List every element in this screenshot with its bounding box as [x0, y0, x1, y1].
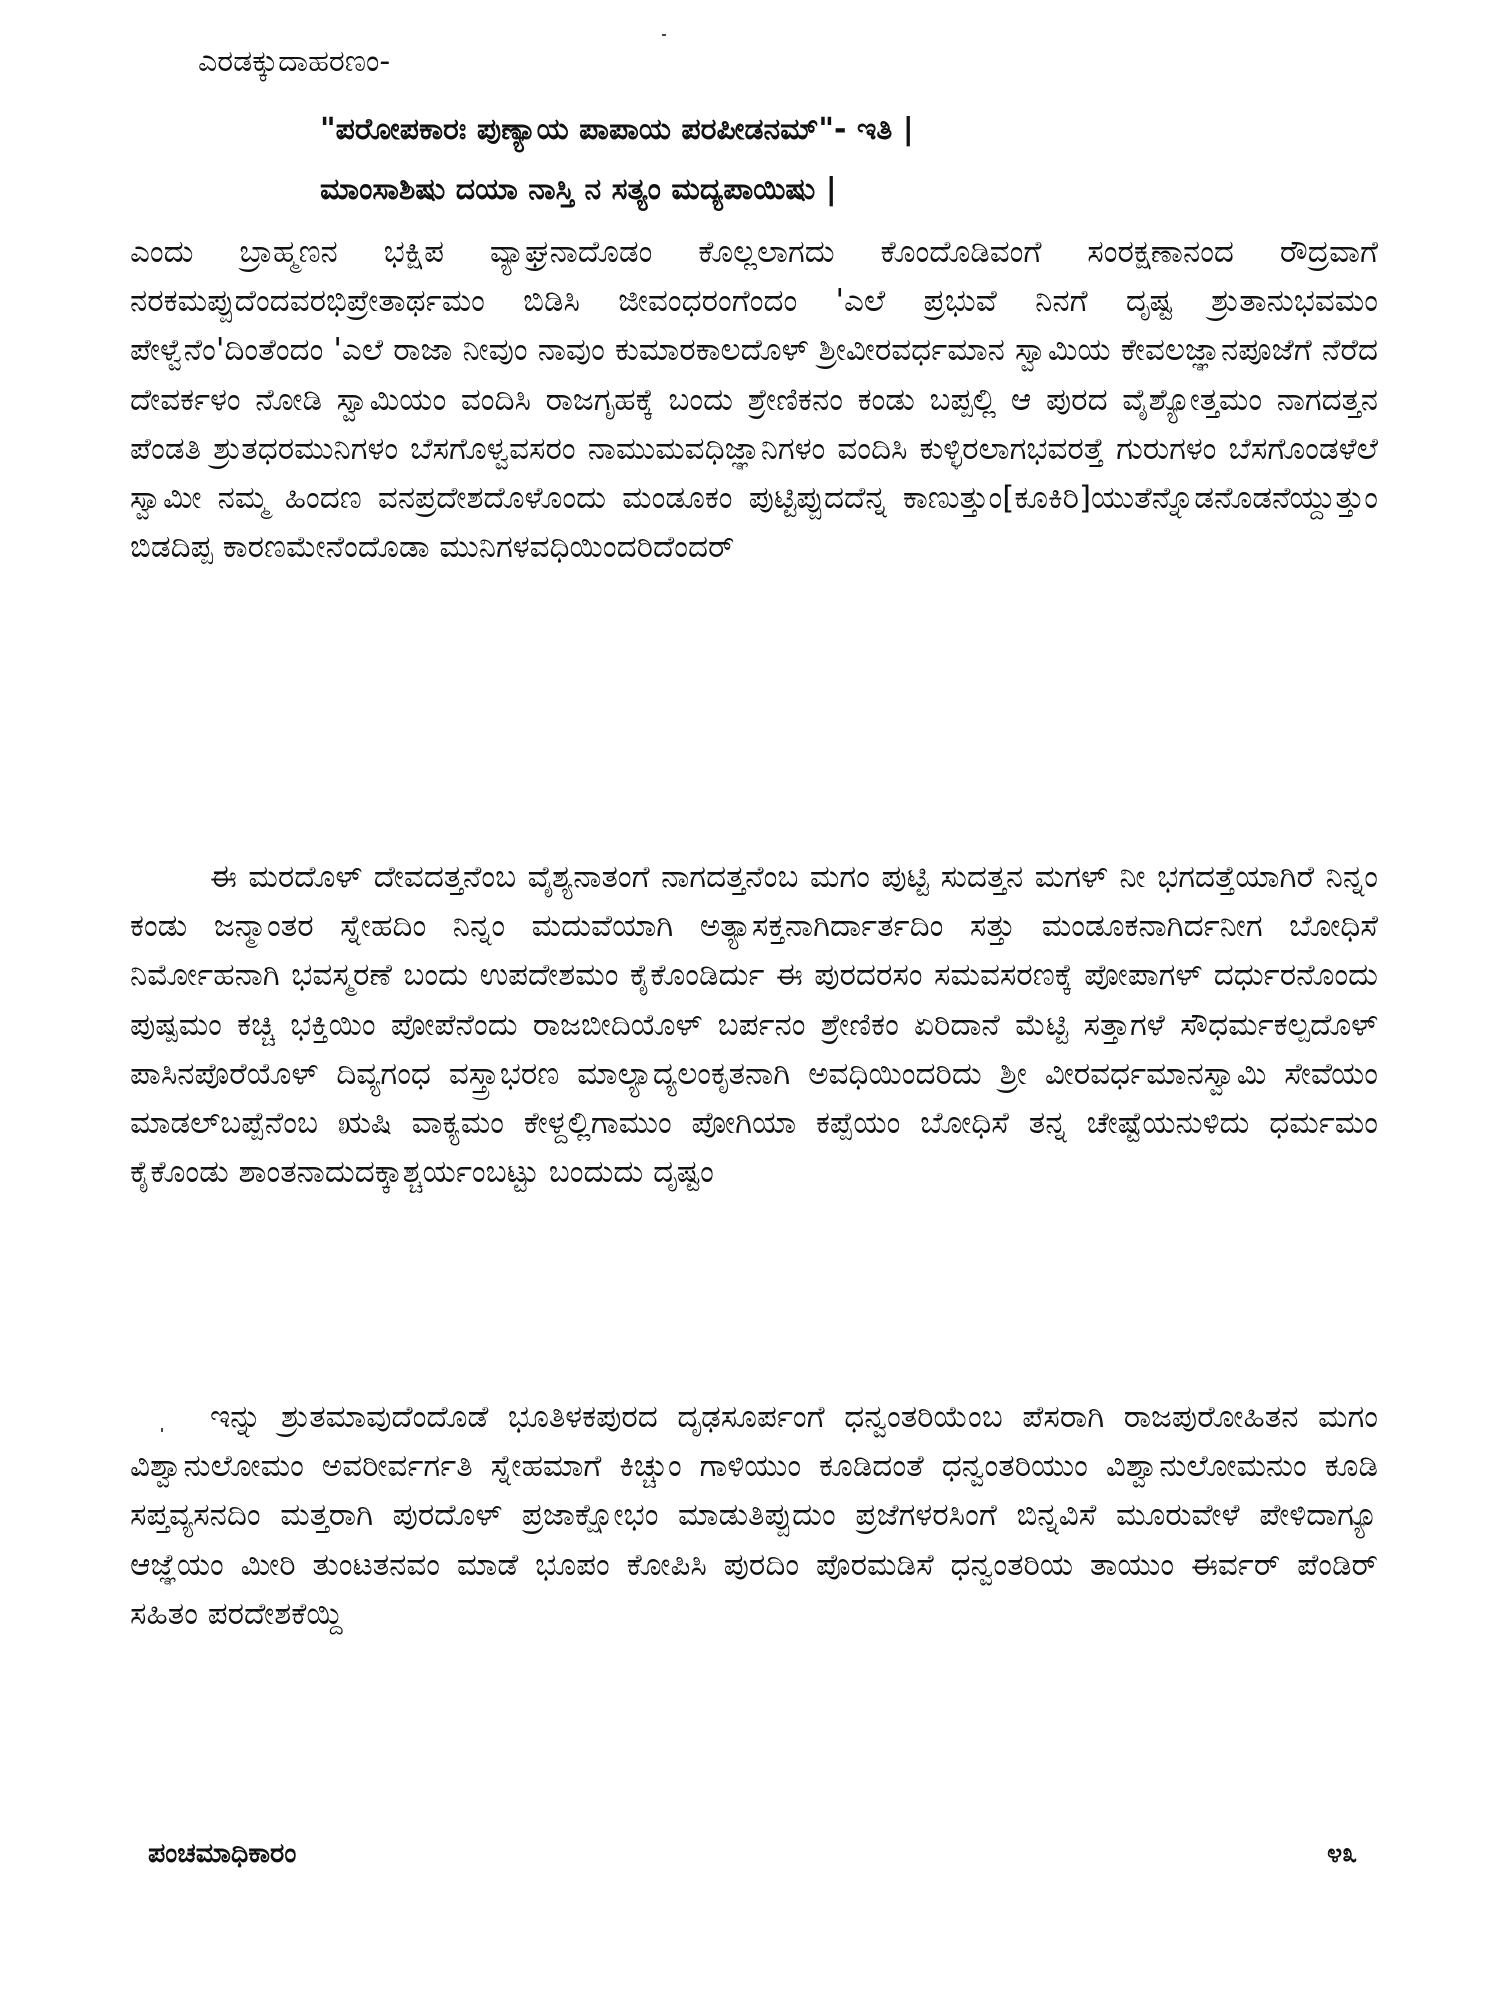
verse-line-1: "ಪರೋಪಕಾರಃ ಪುಣ್ಯಾಯ ಪಾಪಾಯ ಪರಪೀಡನಮ್"- ಇತಿ | — [320, 112, 914, 147]
scan-speck — [662, 34, 666, 36]
paragraph-3: ಇನ್ನು ಶ್ರುತಮಾವುದೆಂದೊಡೆ ಭೂತಿಳಕಪುರದ ದೃಢಸೂರ್ಪಂಗೆ ಧನ್ವಂತರಿಯೆಂಬ ಪೆಸರಾಗಿ ರಾಜಪುರೋಹಿತನ ಮಗಂ ವಿಶ್ವಾನುಲೋಮಂ ಅವರೀರ್ವರ್ಗತಿ ಸ್ನೇಹಮಾಗೆ ಕಿಚ್ಚುಂ ಗಾಳಿಯುಂ ಕೂಡಿದಂತೆ ಧನ್ವಂತರಿಯುಂ ವಿಶ್ವಾನುಲೋಮನುಂ ಕೂಡಿ ಸಪ್ತವ್ಯಸನದಿಂ ಮತ್ತರಾಗಿ ಪುರದೊಳ್ ಪ್ರಜಾಕ್ಷೋಭಂ ಮಾಡುತಿಪ್ಪುದುಂ ಪ್ರಜೆಗಳರಸಿಂಗೆ ಬಿನ್ನವಿಸೆ ಮೂರುವೇಳೆ ಪೇಳಿದಾಗ್ಯೂ ಆಜ್ಞೆಯಂ ಮೀರಿ ತುಂಟತನವಂ ಮಾಡೆ ಭೂಪಂ ಕೋಪಿಸಿ ಪುರದಿಂ ಪೊರಮಡಿಸೆ ಧನ್ವಂತರಿಯ ತಾಯುಂ ಈರ್ವರ್ ಪೆಂಡಿರ್ ಸಹಿತಂ ಪರದೇಶಕೆಯ್ದಿ — [130, 1399, 1378, 1632]
scan-speck — [161, 1428, 163, 1432]
paragraph-1: ಎಂದು ಬ್ರಾಹ್ಮಣನ ಭಕ್ಷಿಪ ವ್ಯಾಘ್ರನಾದೊಡಂ ಕೊಲ್ಲಲಾಗದು ಕೊಂದೊಡಿವಂಗೆ ಸಂರಕ್ಷಣಾನಂದ ರೌದ್ರವಾಗೆ ನರಕಮಪ್ಪುದೆಂದವರಭಿಪ್ರೇತಾರ್ಥಮಂ ಬಿಡಿಸಿ ಜೀವಂಧರಂಗೆಂದಂ 'ಎಲೆ ಪ್ರಭುವೆ ನಿನಗೆ ದೃಷ್ಟ ಶ್ರುತಾನುಭವಮಂ ಪೇಳ್ವೆನೆಂ'ದಿಂತೆಂದಂ 'ಎಲೆ ರಾಜಾ ನೀವುಂ ನಾವುಂ ಕುಮಾರಕಾಲದೊಳ್ ಶ್ರೀವೀರವರ್ಧಮಾನ ಸ್ವಾಮಿಯ ಕೇವಲಜ್ಞಾನಪೂಜೆಗೆ ನೆರೆದ ದೇವರ್ಕಳಂ ನೋಡಿ ಸ್ವಾಮಿಯಂ ವಂದಿಸಿ ರಾಜಗೃಹಕ್ಕೆ ಬಂದು ಶ್ರೇಣಿಕನಂ ಕಂಡು ಬಪ್ಪಲ್ಲಿ ಆ ಪುರದ ವೈಶ್ಯೋತ್ತಮಂ ನಾಗದತ್ತನ ಪೆಂಡತಿ ಶ್ರುತಧರಮುನಿಗಳಂ ಬೆಸಗೊಳ್ವವಸರಂ ನಾಮುಮವಧಿಜ್ಞಾನಿಗಳಂ ವಂದಿಸಿ ಕುಳ್ಳಿರಲಾಗಭವರತ್ತೆ ಗುರುಗಳಂ ಬೆಸಗೊಂಡಳೆಲೆ ಸ್ವಾಮೀ ನಮ್ಮ ಹಿಂದಣ ವನಪ್ರದೇಶದೊಳೊಂದು ಮಂಡೂಕಂ ಪುಟ್ಟಿಪ್ಪುದದೆನ್ನ ಕಾಣುತ್ತುಂ[ಕೂಕಿರಿ]ಯುತೆನ್ನೊಡನೊಡನೆಯ್ದುತ್ತುಂ ಬಿಡದಿಪ್ಪ ಕಾರಣಮೇನೆಂದೊಡಾ ಮುನಿಗಳವಧಿಯಿಂದರಿದೆಂದರ್ — [130, 234, 1378, 566]
verse-line-2: ಮಾಂಸಾಶಿಷು ದಯಾ ನಾಸ್ತಿ ನ ಸತ್ಯಂ ಮದ್ಯಪಾಯಿಷು | — [320, 172, 837, 207]
chapter-footer-title: ಪಂಚಮಾಧಿಕಾರಂ — [148, 1838, 297, 1869]
example-heading: ಎರಡಕ್ಕುದಾಹರಣಂ- — [198, 44, 391, 79]
page-number: ೪೩ — [1327, 1838, 1358, 1869]
paragraph-2: ಈ ಮರದೊಳ್ ದೇವದತ್ತನೆಂಬ ವೈಶ್ಯನಾತಂಗೆ ನಾಗದತ್ತನೆಂಬ ಮಗಂ ಪುಟ್ಟಿ ಸುದತ್ತನ ಮಗಳ್ ನೀ ಭಗದತ್ತೆಯಾಗಿರೆ ನಿನ್ನಂ ಕಂಡು ಜನ್ಮಾಂತರ ಸ್ನೇಹದಿಂ ನಿನ್ನಂ ಮದುವೆಯಾಗಿ ಅತ್ಯಾಸಕ್ತನಾಗಿರ್ದಾರ್ತದಿಂ ಸತ್ತು ಮಂಡೂಕನಾಗಿರ್ದನೀಗ ಬೋಧಿಸೆ ನಿರ್ಮೋಹನಾಗಿ ಭವಸ್ಮರಣೆ ಬಂದು ಉಪದೇಶಮಂ ಕೈಕೊಂಡಿರ್ದು ಈ ಪುರದರಸಂ ಸಮವಸರಣಕ್ಕೆ ಪೋಪಾಗಳ್ ದರ್ಧುರನೊಂದು ಪುಷ್ಪಮಂ ಕಚ್ಚಿ ಭಕ್ತಿಯಿಂ ಪೋಪೆನೆಂದು ರಾಜಬೀದಿಯೊಳ್ ಬರ್ಪನಂ ಶ್ರೇಣಿಕಂ ಏರಿದಾನೆ ಮೆಟ್ಟಿ ಸತ್ತಾಗಳೆ ಸೌಧರ್ಮಕಲ್ಪದೊಳ್ ಪಾಸಿನಪೊರೆಯೊಳ್ ದಿವ್ಯಗಂಧ ವಸ್ತ್ರಾಭರಣ ಮಾಲ್ಯಾದ್ಯಲಂಕೃತನಾಗಿ ಅವಧಿಯಿಂದರಿದು ಶ್ರೀ ವೀರವರ್ಧಮಾನಸ್ವಾಮಿ ಸೇವೆಯಂ ಮಾಡಲ್‌ಬಪ್ಪೆನೆಂಬ ಋಷಿ ವಾಕ್ಯಮಂ ಕೇಳ್ದಲ್ಲಿಗಾಮುಂ ಪೋಗಿಯಾ ಕಪ್ಪೆಯಂ ಬೋಧಿಸೆ ತನ್ನ ಚೇಷ್ಟೆಯನುಳಿದು ಧರ್ಮಮಂ ಕೈಕೊಂಡು ಶಾಂತನಾದುದಕ್ಕಾಶ್ಚರ್ಯಂಬಟ್ಟು ಬಂದುದು ದೃಷ್ಟಂ — [130, 859, 1378, 1191]
